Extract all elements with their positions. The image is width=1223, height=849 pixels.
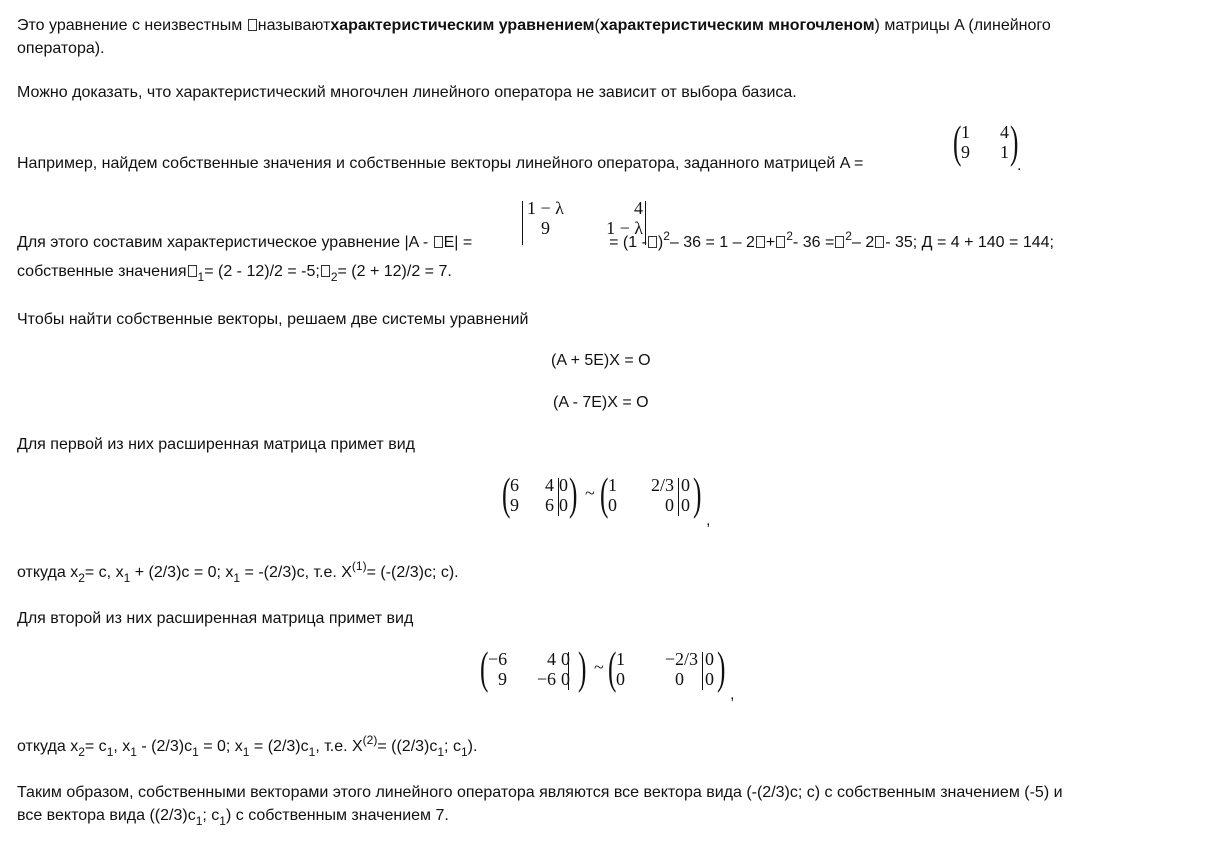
- paragraph-conclusion: Таким образом, собственными векторами этого линейного оператора являются все вектора вида (-(2/3)c; c) с собственным значением (-5) и: [17, 784, 1063, 801]
- term-characteristic-equation: характеристическим уравнением: [330, 17, 595, 34]
- paragraph-characteristic-equation-cont: оператора).: [17, 40, 105, 57]
- matrix-a-right-paren: ): [1010, 116, 1019, 167]
- paragraph-basis-independence: Можно доказать, что характеристический многочлен линейного оператора не зависит от выбора базиса.: [17, 84, 797, 101]
- paragraph-find-eigenvectors: Чтобы найти собственные векторы, решаем две системы уравнений: [17, 311, 529, 328]
- equation-system-1: (A + 5E)X = O: [551, 352, 651, 369]
- det-left-bar: [522, 201, 523, 245]
- matrix-a-left-paren: (: [953, 116, 962, 167]
- det-right-bar: [645, 201, 646, 245]
- term-characteristic-polynomial: характеристическим многочленом: [599, 17, 875, 34]
- matrix-a: 1 4 9 1: [961, 122, 1009, 162]
- determinant-a-minus-lambda-e: 1 − λ 4 9 1 − λ: [527, 198, 643, 238]
- paragraph-second-augmented: Для второй из них расширенная матрица примет вид: [17, 610, 414, 627]
- paragraph-first-eigenvector: откуда $x_2= c$, $x_1 + (2/3)c = 0$; $x_1 = -(2/3)c$, т.е. $X^{(1)}= (-(2/3)c$; c).: [17, 559, 459, 585]
- missing-glyph-lambda: [248, 19, 257, 31]
- paragraph-conclusion-cont: все вектора вида ($(2/3)c_1$; $c_1$) с собственным значением 7.: [17, 807, 449, 828]
- paragraph-example-intro: Например, найдем собственные значения и собственные векторы линейного оператора, заданного матрицей A =: [17, 155, 864, 172]
- paragraph-second-eigenvector: откуда $x_2= c_1$, $x_1 - (2/3)c_1 = 0$; $x_1 = (2/3)c_1$, т.е. $X^{(2)}= ((2/3)c_1$; $c_1$).: [17, 733, 478, 759]
- paragraph-characteristic-equation: Это уравнение с неизвестным называютхарактеристическим уравнением(характеристическим многочленом) матрицы A (линейного: [17, 17, 1051, 34]
- paragraph-first-augmented: Для первой из них расширенная матрица примет вид: [17, 436, 415, 453]
- equation-system-2: (A - 7E)X = O: [553, 394, 649, 411]
- paragraph-char-equation-line1: Для этого составим характеристическое уравнение |A - E| = = (1 - )$^2$– 36 = 1 – 2 + $^2$- 36 = $^2$– 2 - 35; Д = 4 + 140 = 144;: [17, 229, 1054, 251]
- paragraph-eigenvalues: собственные значения $_1$= (2 - 12)/2 = -5; $_2$= (2 + 12)/2 = 7.: [17, 263, 452, 284]
